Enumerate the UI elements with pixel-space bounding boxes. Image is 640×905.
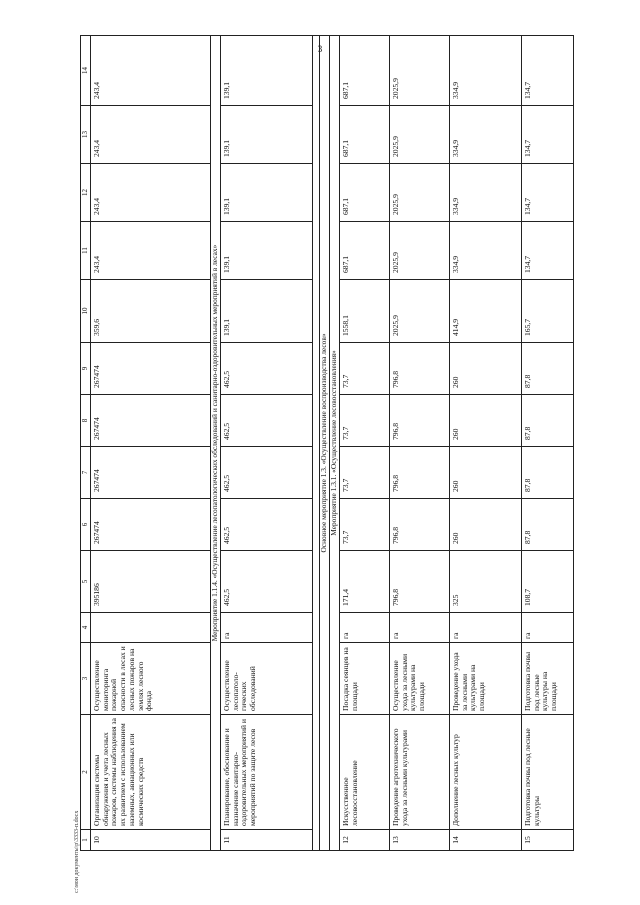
value-cell: 260: [450, 447, 522, 499]
value-cell: 260: [450, 395, 522, 447]
header-cell: 13: [81, 106, 91, 164]
header-cell: 10: [81, 280, 91, 343]
page-number: 3: [317, 44, 323, 54]
indicator-name: Проведение ухода за лесными культурами на площади: [450, 643, 522, 715]
section-title: Мероприятие 1.3.1. «Осуществление лесовосстановления»: [330, 36, 340, 851]
value-cell: 87,8: [522, 395, 574, 447]
header-cell: 4: [81, 613, 91, 643]
value-cell: 267474: [91, 447, 211, 499]
value-cell: 73,7: [340, 343, 390, 395]
unit-cell: га: [221, 613, 313, 643]
row-number: 14: [450, 830, 522, 851]
section-title: Мероприятие 1.1.4. «Осуществление лесопатологических обследований и санитарно-оздоровительных мероприятий в лесах»: [211, 36, 221, 851]
value-cell: 134,7: [522, 36, 574, 106]
measure-name: Проведение агротехнического ухода за лесными культурами: [390, 715, 450, 830]
table-row: [390, 36, 450, 851]
header-cell: 1: [81, 830, 91, 851]
value-cell: 796,8: [390, 395, 450, 447]
header-cell: 7: [81, 447, 91, 499]
header-cell: 3: [81, 643, 91, 715]
value-cell: 165,7: [522, 280, 574, 343]
value-cell: 2025,9: [390, 36, 450, 106]
unit-cell: га: [340, 613, 390, 643]
value-cell: 796,8: [390, 343, 450, 395]
value-cell: 73,7: [340, 499, 390, 551]
unit-cell: га: [450, 613, 522, 643]
value-cell: 414,9: [450, 280, 522, 343]
table-row: [221, 36, 313, 851]
value-cell: 139,1: [221, 280, 313, 343]
value-cell: 2025,9: [390, 280, 450, 343]
value-cell: 267474: [91, 499, 211, 551]
section-row: [330, 36, 340, 851]
value-cell: 462,5: [221, 447, 313, 499]
value-cell: 796,8: [390, 447, 450, 499]
header-cell: 12: [81, 164, 91, 222]
value-cell: 243,4: [91, 106, 211, 164]
section-row: [211, 36, 221, 851]
value-cell: 139,1: [221, 222, 313, 280]
value-cell: 462,5: [221, 343, 313, 395]
value-cell: 796,8: [390, 499, 450, 551]
header-cell: 11: [81, 222, 91, 280]
indicator-name: Осуществление ухода за лесными культурами на площади: [390, 643, 450, 715]
value-cell: 171,4: [340, 551, 390, 613]
value-cell: 334,9: [450, 106, 522, 164]
value-cell: 2025,9: [390, 222, 450, 280]
row-number: 10: [91, 830, 211, 851]
section-title: Основное мероприятие 1.3. «Осуществление воспроизводства лесов»: [320, 36, 330, 851]
value-cell: 462,5: [221, 395, 313, 447]
header-row: [81, 36, 91, 851]
indicator-name: Подготовка почвы под лесные культуры на площади: [522, 643, 574, 715]
value-cell: 87,8: [522, 447, 574, 499]
value-cell: 139,1: [221, 106, 313, 164]
value-cell: 325: [450, 551, 522, 613]
value-cell: 134,7: [522, 164, 574, 222]
table-row: [340, 36, 390, 851]
unit-cell: га: [390, 613, 450, 643]
indicator-name: Осуществление мониторинга пожарной опасности в лесах и лесных пожаров на землях лесного фонда: [91, 643, 211, 715]
value-cell: 334,9: [450, 36, 522, 106]
unit-cell: га: [522, 613, 574, 643]
value-cell: 134,7: [522, 222, 574, 280]
row-number: 15: [522, 830, 574, 851]
header-cell: 6: [81, 499, 91, 551]
table-row: [522, 36, 574, 851]
section-row: [320, 36, 330, 851]
value-cell: 462,5: [221, 499, 313, 551]
header-cell: 8: [81, 395, 91, 447]
row-number: 12: [340, 830, 390, 851]
value-cell: 395186: [91, 551, 211, 613]
value-cell: 334,9: [450, 164, 522, 222]
value-cell: 73,7: [340, 447, 390, 499]
value-cell: 108,7: [522, 551, 574, 613]
value-cell: 462,5: [221, 551, 313, 613]
value-cell: 2025,9: [390, 164, 450, 222]
value-cell: 87,8: [522, 499, 574, 551]
value-cell: 260: [450, 499, 522, 551]
value-cell: 687,1: [340, 106, 390, 164]
value-cell: 267474: [91, 395, 211, 447]
table-row: [91, 36, 211, 851]
table-row: [450, 36, 522, 851]
measure-name: Организация системы обнаружения и учета лесных пожаров, системы наблюдения за их развитием с использованием наземных, авиационных или космических средств: [91, 715, 211, 830]
unit-cell: [91, 613, 211, 643]
value-cell: 267474: [91, 343, 211, 395]
value-cell: 687,1: [340, 36, 390, 106]
footer-file-path: c:\мои документы\р\3333-п.docx: [74, 810, 80, 893]
data-table: [80, 35, 574, 851]
rotated-table-area: [80, 36, 617, 851]
value-cell: 73,7: [340, 395, 390, 447]
measure-name: Планирование, обоснование и назначение санитарно-оздоровительных мероприятий и мероприятий по защите лесов: [221, 715, 313, 830]
header-cell: 5: [81, 551, 91, 613]
indicator-name: Осуществление лесопатоло-гических обследований: [221, 643, 313, 715]
value-cell: 134,7: [522, 106, 574, 164]
value-cell: 2025,9: [390, 106, 450, 164]
measure-name: Подготовка почвы под лесные культуры: [522, 715, 574, 830]
value-cell: 260: [450, 343, 522, 395]
header-cell: 2: [81, 715, 91, 830]
measure-name: Искусственное лесовосстановление: [340, 715, 390, 830]
row-number: 11: [221, 830, 313, 851]
header-cell: 9: [81, 343, 91, 395]
value-cell: 1558,1: [340, 280, 390, 343]
value-cell: 139,1: [221, 36, 313, 106]
value-cell: 87,8: [522, 343, 574, 395]
value-cell: 687,1: [340, 222, 390, 280]
row-number: 13: [390, 830, 450, 851]
value-cell: 243,4: [91, 36, 211, 106]
header-cell: 14: [81, 36, 91, 106]
value-cell: 243,4: [91, 164, 211, 222]
measure-name: Дополнение лесных культур: [450, 715, 522, 830]
value-cell: 687,1: [340, 164, 390, 222]
value-cell: 139,1: [221, 164, 313, 222]
value-cell: 243,4: [91, 222, 211, 280]
indicator-name: Посадка сеянцев на площади: [340, 643, 390, 715]
value-cell: 796,8: [390, 551, 450, 613]
value-cell: 334,9: [450, 222, 522, 280]
value-cell: 359,6: [91, 280, 211, 343]
